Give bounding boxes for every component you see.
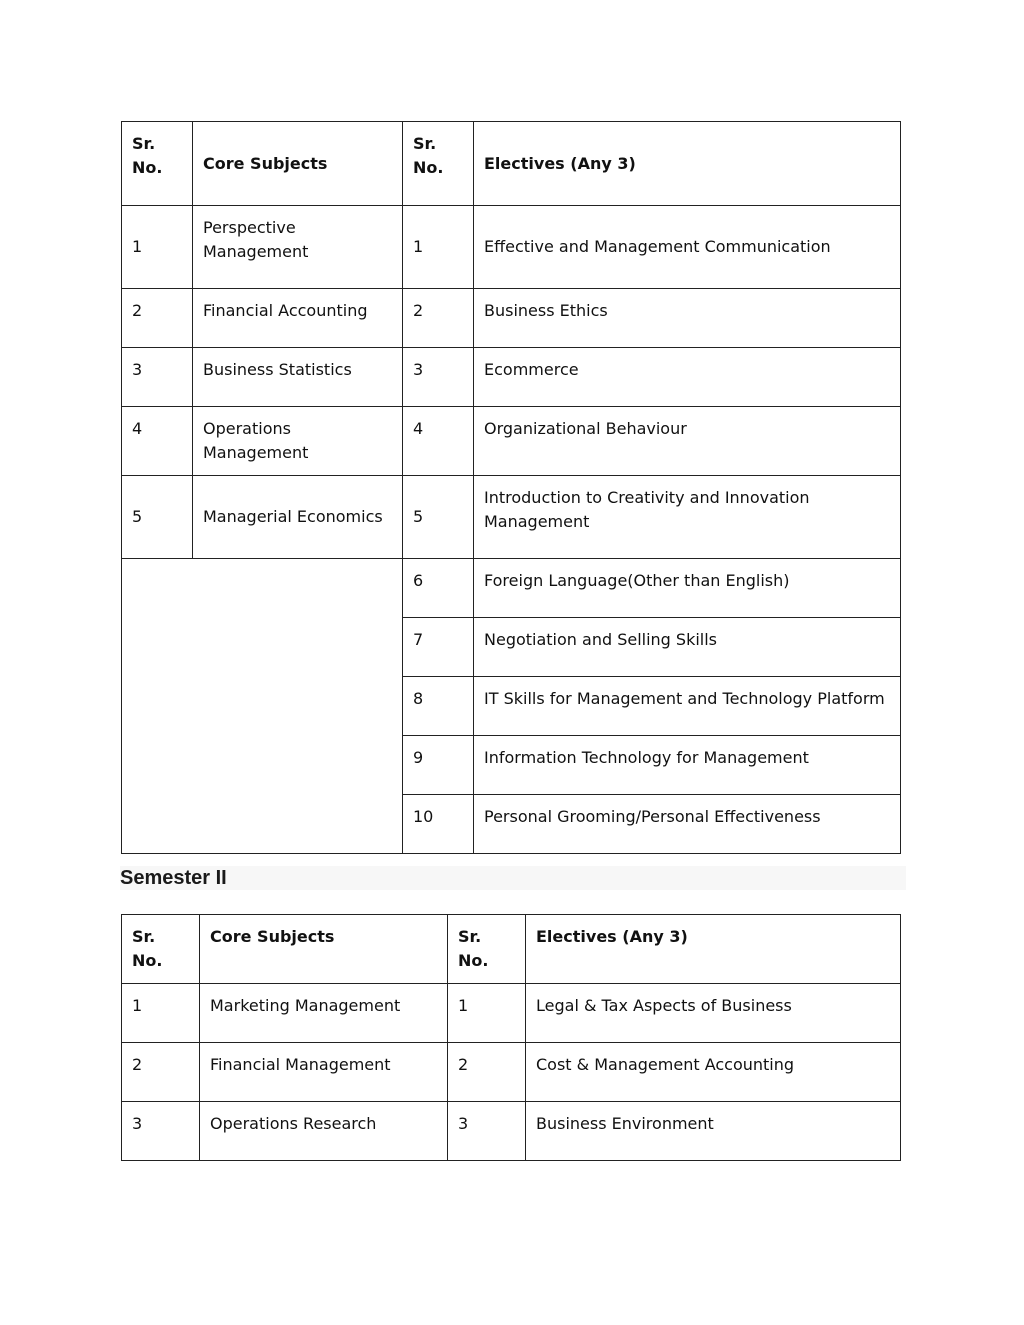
table-row	[122, 289, 901, 348]
core-subject: Operations Management	[193, 407, 403, 476]
elective-sr-no: 2	[448, 1043, 526, 1102]
header-core-subjects: Core Subjects	[200, 915, 448, 984]
elective-subject: Negotiation and Selling Skills	[474, 618, 901, 677]
elective-subject: Cost & Management Accounting	[526, 1043, 901, 1102]
elective-sr-no: 5	[403, 476, 474, 559]
core-sr-no: 2	[122, 289, 193, 348]
header-core-sr-no: Sr. No.	[122, 122, 193, 206]
core-subject: Business Statistics	[193, 348, 403, 407]
semester-2-subjects-table	[121, 914, 901, 1161]
table-header-row	[122, 122, 901, 206]
empty-core-cell	[122, 559, 403, 854]
core-subject: Marketing Management	[200, 984, 448, 1043]
elective-subject: Introduction to Creativity and Innovation Management	[474, 476, 901, 559]
core-subject: Financial Management	[200, 1043, 448, 1102]
elective-sr-no: 10	[403, 795, 474, 854]
elective-subject: IT Skills for Management and Technology Platform	[474, 677, 901, 736]
core-subject: Financial Accounting	[193, 289, 403, 348]
elective-subject: Personal Grooming/Personal Effectiveness	[474, 795, 901, 854]
header-elective-sr-no: Sr. No.	[403, 122, 474, 206]
core-sr-no: 1	[122, 206, 193, 289]
elective-sr-no: 6	[403, 559, 474, 618]
core-subject: Operations Research	[200, 1102, 448, 1161]
table-header-row	[122, 915, 901, 984]
elective-sr-no: 2	[403, 289, 474, 348]
elective-sr-no: 7	[403, 618, 474, 677]
table-row	[122, 348, 901, 407]
semester-heading: Semester II	[120, 866, 906, 890]
elective-subject: Foreign Language(Other than English)	[474, 559, 901, 618]
core-subject: Perspective Management	[193, 206, 403, 289]
table-row	[122, 407, 901, 476]
table-row	[122, 1043, 901, 1102]
elective-sr-no: 9	[403, 736, 474, 795]
core-sr-no: 5	[122, 476, 193, 559]
elective-subject: Ecommerce	[474, 348, 901, 407]
elective-subject: Effective and Management Communication	[474, 206, 901, 289]
header-electives: Electives (Any 3)	[474, 122, 901, 206]
core-sr-no: 4	[122, 407, 193, 476]
core-sr-no: 1	[122, 984, 200, 1043]
table-row	[122, 984, 901, 1043]
elective-subject: Business Ethics	[474, 289, 901, 348]
elective-subject: Business Environment	[526, 1102, 901, 1161]
elective-subject: Organizational Behaviour	[474, 407, 901, 476]
core-sr-no: 2	[122, 1043, 200, 1102]
elective-sr-no: 3	[448, 1102, 526, 1161]
table-row	[122, 206, 901, 289]
elective-subject: Information Technology for Management	[474, 736, 901, 795]
elective-sr-no: 1	[403, 206, 474, 289]
elective-sr-no: 1	[448, 984, 526, 1043]
table-row	[122, 559, 901, 618]
core-sr-no: 3	[122, 1102, 200, 1161]
core-subject: Managerial Economics	[193, 476, 403, 559]
header-core-sr-no: Sr. No.	[122, 915, 200, 984]
elective-sr-no: 3	[403, 348, 474, 407]
header-elective-sr-no: Sr. No.	[448, 915, 526, 984]
elective-sr-no: 8	[403, 677, 474, 736]
table-row	[122, 1102, 901, 1161]
header-core-subjects: Core Subjects	[193, 122, 403, 206]
core-sr-no: 3	[122, 348, 193, 407]
semester-1-subjects-table	[121, 121, 901, 854]
elective-subject: Legal & Tax Aspects of Business	[526, 984, 901, 1043]
header-electives: Electives (Any 3)	[526, 915, 901, 984]
elective-sr-no: 4	[403, 407, 474, 476]
table-row	[122, 476, 901, 559]
